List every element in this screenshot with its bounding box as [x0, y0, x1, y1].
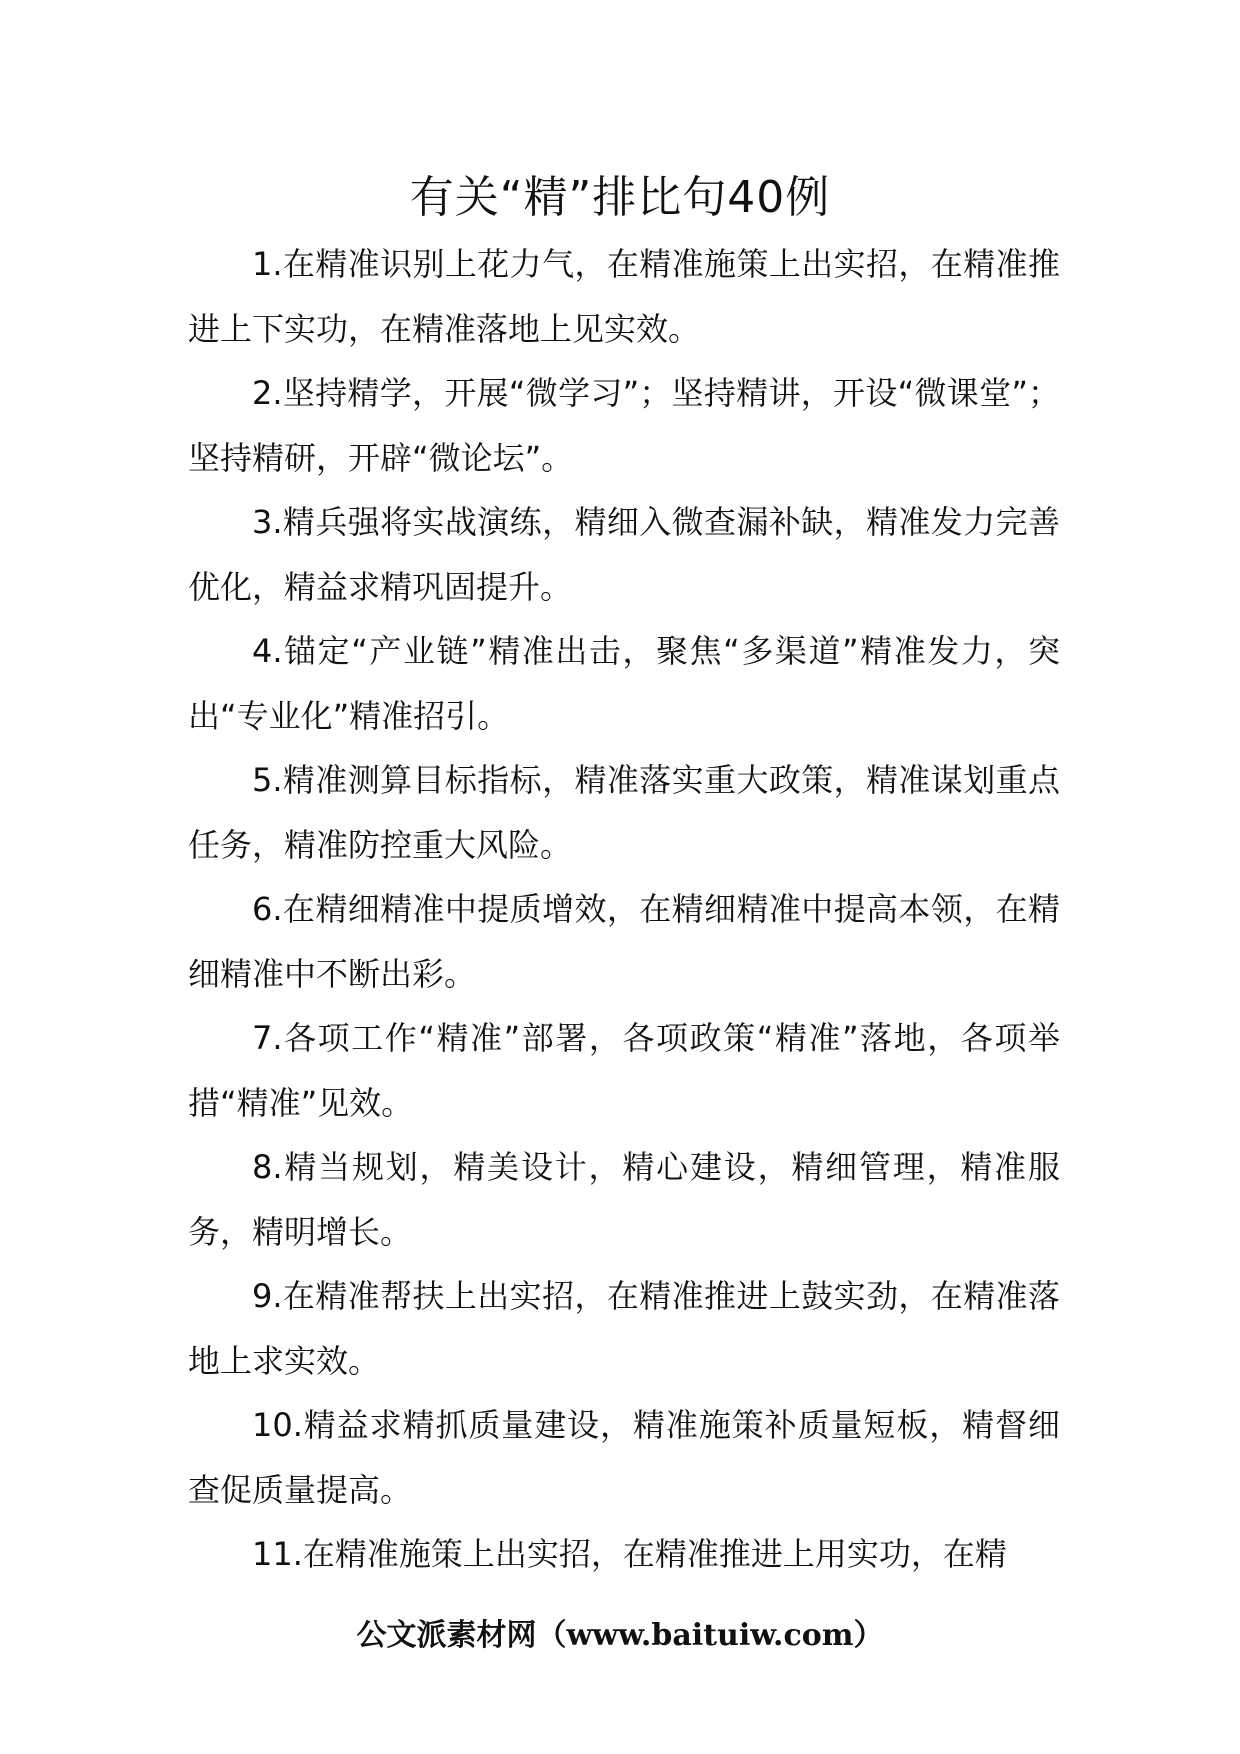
paragraph: 3.精兵强将实战演练，精细入微查漏补缺，精准发力完善优化，精益求精巩固提升。 — [188, 503, 1060, 606]
paragraph: 5.精准测算目标指标，精准落实重大政策，精准谋划重点任务，精准防控重大风险。 — [188, 761, 1060, 864]
paragraph: 6.在精细精准中提质增效，在精细精准中提高本领，在精细精准中不断出彩。 — [188, 890, 1060, 993]
paragraph: 10.精益求精抓质量建设，精准施策补质量短板，精督细查促质量提高。 — [188, 1406, 1060, 1509]
paragraph: 1.在精准识别上花力气，在精准施策上出实招，在精准推进上下实功，在精准落地上见实效。 — [188, 245, 1060, 348]
document-title: 有关“精”排比句40例 — [409, 172, 831, 223]
paragraph: 2.坚持精学，开展“微学习”；坚持精讲，开设“微课堂”；坚持精研，开辟“微论坛”。 — [188, 374, 1060, 477]
paragraph: 4.锚定“产业链”精准出击，聚焦“多渠道”精准发力，突出“专业化”精准招引。 — [188, 632, 1060, 735]
page-footer: 公文派素材网（www.baituiw.com） — [356, 1618, 884, 1653]
paragraph: 11.在精准施策上出实招，在精准推进上用实功，在精 — [252, 1535, 1007, 1573]
paragraph: 7.各项工作“精准”部署，各项政策“精准”落地，各项举措“精准”见效。 — [188, 1019, 1060, 1122]
document-body — [188, 232, 1060, 1587]
paragraph: 8.精当规划，精美设计，精心建设，精细管理，精准服务，精明增长。 — [188, 1148, 1060, 1251]
paragraph: 9.在精准帮扶上出实招，在精准推进上鼓实劲，在精准落地上求实效。 — [188, 1277, 1060, 1380]
